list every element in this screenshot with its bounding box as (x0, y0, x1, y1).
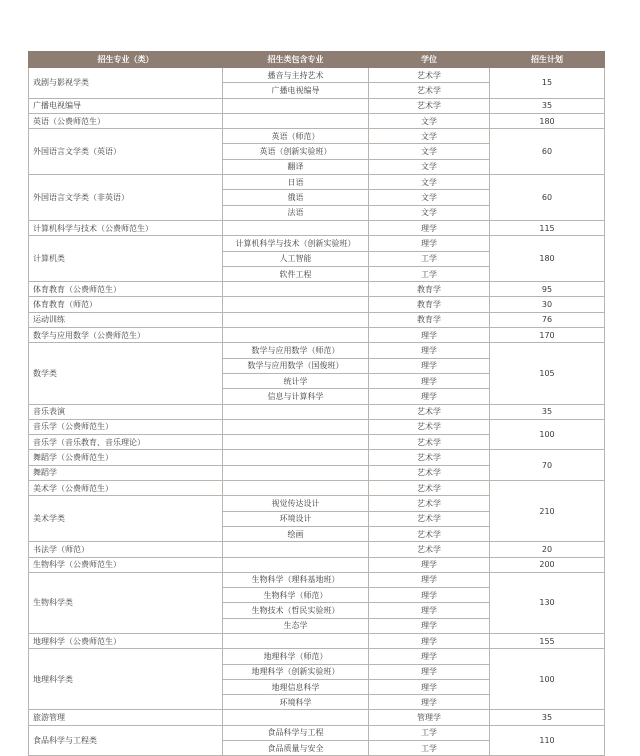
plan-cell: 35 (490, 710, 605, 725)
table-row (29, 343, 605, 358)
included-major-cell (223, 297, 369, 312)
included-major-cell: 数学与应用数学（师范） (223, 343, 369, 358)
plan-cell: 200 (490, 557, 605, 572)
degree-cell: 教育学 (369, 312, 490, 327)
table-row (29, 175, 605, 190)
included-major-cell: 食品质量与安全 (223, 741, 369, 756)
degree-cell: 艺术学 (369, 511, 490, 526)
included-major-cell (223, 282, 369, 297)
included-major-cell (223, 633, 369, 648)
plan-cell: 100 (490, 419, 605, 450)
included-major-cell (223, 98, 369, 113)
included-major-cell: 人工智能 (223, 251, 369, 266)
degree-cell: 工学 (369, 725, 490, 740)
included-major-cell: 地理科学（创新实验班） (223, 664, 369, 679)
table-header-row (29, 52, 605, 68)
degree-cell: 文学 (369, 144, 490, 159)
major-cell: 舞蹈学 (29, 465, 223, 480)
major-cell: 音乐表演 (29, 404, 223, 419)
degree-cell: 理学 (369, 358, 490, 373)
included-major-cell: 生态学 (223, 618, 369, 633)
header-degree: 学位 (369, 52, 490, 68)
included-major-cell: 地理科学（师范） (223, 649, 369, 664)
degree-cell: 工学 (369, 741, 490, 756)
plan-cell: 20 (490, 542, 605, 557)
header-plan: 招生计划 (490, 52, 605, 68)
table-row (29, 649, 605, 664)
major-cell: 食品科学与工程类 (29, 725, 223, 756)
degree-cell: 艺术学 (369, 83, 490, 98)
degree-cell: 艺术学 (369, 68, 490, 83)
major-cell: 音乐学（公费师范生） (29, 419, 223, 434)
header-major: 招生专业（类） (29, 52, 223, 68)
included-major-cell (223, 542, 369, 557)
included-major-cell: 信息与计算科学 (223, 389, 369, 404)
major-cell: 生物科学类 (29, 572, 223, 633)
included-major-cell: 环境科学 (223, 695, 369, 710)
degree-cell: 理学 (369, 695, 490, 710)
table-row (29, 481, 605, 496)
included-major-cell (223, 404, 369, 419)
included-major-cell: 英语（师范） (223, 129, 369, 144)
degree-cell: 理学 (369, 373, 490, 388)
enrollment-plan-table (28, 51, 605, 756)
degree-cell: 艺术学 (369, 419, 490, 434)
table-row (29, 710, 605, 725)
major-cell: 外国语言文学类（非英语） (29, 175, 223, 221)
major-cell: 体育教育（公费师范生） (29, 282, 223, 297)
degree-cell: 理学 (369, 633, 490, 648)
table-row (29, 404, 605, 419)
included-major-cell (223, 557, 369, 572)
major-cell: 书法学（师范） (29, 542, 223, 557)
major-cell: 数学与应用数学（公费师范生） (29, 328, 223, 343)
plan-cell: 30 (490, 297, 605, 312)
included-major-cell (223, 481, 369, 496)
major-cell: 生物科学（公费师范生） (29, 557, 223, 572)
table-row (29, 312, 605, 327)
included-major-cell: 环境设计 (223, 511, 369, 526)
major-cell: 地理科学（公费师范生） (29, 633, 223, 648)
table-row (29, 328, 605, 343)
included-major-cell: 生物科学（师范） (223, 588, 369, 603)
included-major-cell: 计算机科学与技术（创新实验班） (223, 236, 369, 251)
included-major-cell (223, 113, 369, 128)
plan-cell: 15 (490, 68, 605, 99)
degree-cell: 艺术学 (369, 435, 490, 450)
included-major-cell: 俄语 (223, 190, 369, 205)
plan-cell: 95 (490, 282, 605, 297)
degree-cell: 艺术学 (369, 465, 490, 480)
included-major-cell (223, 465, 369, 480)
plan-cell: 110 (490, 725, 605, 756)
degree-cell: 理学 (369, 572, 490, 587)
major-cell: 运动训练 (29, 312, 223, 327)
major-cell: 外国语言文学类（英语） (29, 129, 223, 175)
included-major-cell (223, 312, 369, 327)
table-row (29, 419, 605, 434)
table-row (29, 450, 605, 465)
table-row (29, 113, 605, 128)
plan-cell: 180 (490, 113, 605, 128)
degree-cell: 理学 (369, 649, 490, 664)
degree-cell: 工学 (369, 251, 490, 266)
included-major-cell (223, 450, 369, 465)
included-major-cell: 英语（创新实验班） (223, 144, 369, 159)
table-row (29, 572, 605, 587)
included-major-cell (223, 328, 369, 343)
included-major-cell: 数学与应用数学（国俊班） (223, 358, 369, 373)
table-row (29, 282, 605, 297)
degree-cell: 理学 (369, 557, 490, 572)
included-major-cell: 绘画 (223, 526, 369, 541)
degree-cell: 理学 (369, 328, 490, 343)
major-cell: 地理科学类 (29, 649, 223, 710)
degree-cell: 文学 (369, 113, 490, 128)
plan-cell: 70 (490, 450, 605, 481)
degree-cell: 理学 (369, 664, 490, 679)
degree-cell: 艺术学 (369, 481, 490, 496)
included-major-cell (223, 220, 369, 235)
degree-cell: 艺术学 (369, 404, 490, 419)
plan-cell: 105 (490, 343, 605, 404)
major-cell: 美术学类 (29, 496, 223, 542)
degree-cell: 管理学 (369, 710, 490, 725)
included-major-cell: 广播电视编导 (223, 83, 369, 98)
major-cell: 计算机科学与技术（公费师范生） (29, 220, 223, 235)
degree-cell: 艺术学 (369, 450, 490, 465)
header-included-majors: 招生类包含专业 (223, 52, 369, 68)
included-major-cell (223, 710, 369, 725)
major-cell: 舞蹈学（公费师范生） (29, 450, 223, 465)
major-cell: 计算机类 (29, 236, 223, 282)
major-cell: 数学类 (29, 343, 223, 404)
major-cell: 广播电视编导 (29, 98, 223, 113)
included-major-cell: 地理信息科学 (223, 679, 369, 694)
plan-cell: 35 (490, 98, 605, 113)
degree-cell: 文学 (369, 205, 490, 220)
degree-cell: 文学 (369, 190, 490, 205)
table-row (29, 236, 605, 251)
table-row (29, 557, 605, 572)
degree-cell: 艺术学 (369, 542, 490, 557)
table-row (29, 220, 605, 235)
degree-cell: 理学 (369, 618, 490, 633)
degree-cell: 教育学 (369, 282, 490, 297)
included-major-cell: 法语 (223, 205, 369, 220)
degree-cell: 艺术学 (369, 526, 490, 541)
plan-cell: 155 (490, 633, 605, 648)
degree-cell: 理学 (369, 236, 490, 251)
table-row (29, 725, 605, 740)
included-major-cell: 生物技术（哲民实验班） (223, 603, 369, 618)
table-row (29, 542, 605, 557)
included-major-cell: 统计学 (223, 373, 369, 388)
table-row (29, 68, 605, 83)
major-cell: 旅游管理 (29, 710, 223, 725)
table-row (29, 129, 605, 144)
degree-cell: 工学 (369, 266, 490, 281)
plan-cell: 60 (490, 175, 605, 221)
plan-cell: 100 (490, 649, 605, 710)
degree-cell: 理学 (369, 679, 490, 694)
degree-cell: 理学 (369, 343, 490, 358)
degree-cell: 理学 (369, 389, 490, 404)
degree-cell: 教育学 (369, 297, 490, 312)
plan-cell: 170 (490, 328, 605, 343)
degree-cell: 艺术学 (369, 98, 490, 113)
included-major-cell: 播音与主持艺术 (223, 68, 369, 83)
included-major-cell: 翻译 (223, 159, 369, 174)
major-cell: 美术学（公费师范生） (29, 481, 223, 496)
plan-cell: 130 (490, 572, 605, 633)
table-body (29, 68, 605, 756)
included-major-cell (223, 419, 369, 434)
degree-cell: 理学 (369, 588, 490, 603)
degree-cell: 艺术学 (369, 496, 490, 511)
plan-cell: 60 (490, 129, 605, 175)
table-row (29, 297, 605, 312)
major-cell: 戏剧与影视学类 (29, 68, 223, 99)
included-major-cell: 食品科学与工程 (223, 725, 369, 740)
degree-cell: 理学 (369, 603, 490, 618)
included-major-cell: 生物科学（理科基地班） (223, 572, 369, 587)
plan-cell: 115 (490, 220, 605, 235)
plan-cell: 35 (490, 404, 605, 419)
plan-cell: 76 (490, 312, 605, 327)
degree-cell: 理学 (369, 220, 490, 235)
degree-cell: 文学 (369, 175, 490, 190)
plan-cell: 180 (490, 236, 605, 282)
degree-cell: 文学 (369, 159, 490, 174)
included-major-cell: 日语 (223, 175, 369, 190)
table-row (29, 633, 605, 648)
degree-cell: 文学 (369, 129, 490, 144)
included-major-cell: 视觉传达设计 (223, 496, 369, 511)
included-major-cell (223, 435, 369, 450)
major-cell: 音乐学（音乐教育、音乐理论） (29, 435, 223, 450)
included-major-cell: 软件工程 (223, 266, 369, 281)
plan-cell: 210 (490, 481, 605, 542)
table-row (29, 98, 605, 113)
major-cell: 体育教育（师范） (29, 297, 223, 312)
major-cell: 英语（公费师范生） (29, 113, 223, 128)
